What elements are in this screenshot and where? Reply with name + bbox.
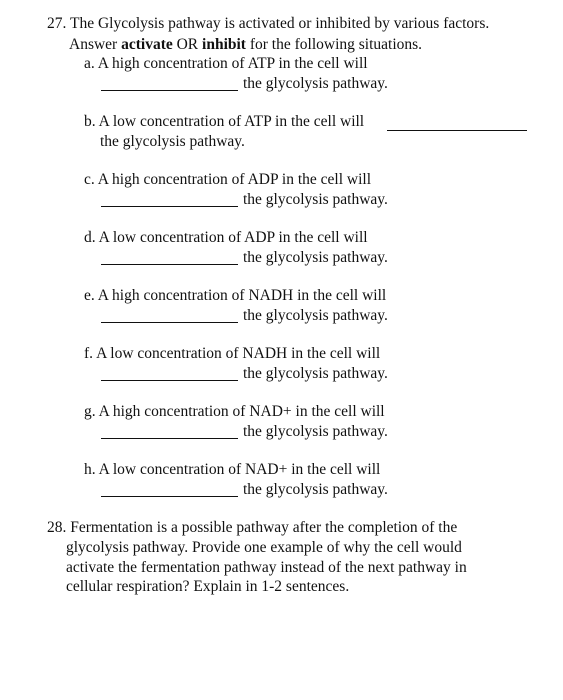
item-e-answer-blank[interactable] <box>101 322 238 323</box>
item-g-tail: the glycolysis pathway. <box>243 423 388 440</box>
item-f-answer-blank[interactable] <box>101 380 238 381</box>
item-c-tail: the glycolysis pathway. <box>243 191 388 208</box>
item-g-text: A high concentration of NAD+ in the cell will <box>98 403 385 420</box>
item-f-label: f. <box>84 345 94 362</box>
instruction-prefix: Answer <box>69 36 122 53</box>
item-g-answer-blank[interactable] <box>101 438 238 439</box>
item-c-text: A high concentration of ADP in the cell will <box>97 171 372 188</box>
question-27-number: 27. <box>47 15 67 32</box>
inhibit-keyword: inhibit <box>202 36 246 53</box>
item-e-text: A high concentration of NADH in the cell will <box>97 287 387 304</box>
item-c-prompt <box>84 171 371 189</box>
item-c-label: c. <box>84 171 95 188</box>
item-f-prompt <box>84 345 380 363</box>
question-28-line-4: cellular respiration? Explain in 1-2 sentences. <box>66 578 350 595</box>
question-28-line-1 <box>47 519 457 537</box>
item-f-text: A low concentration of NADH in the cell will <box>96 345 381 362</box>
item-e-tail: the glycolysis pathway. <box>243 307 388 324</box>
item-h-prompt <box>84 461 380 479</box>
item-h-tail: the glycolysis pathway. <box>243 481 388 498</box>
question-28-text-1: Fermentation is a possible pathway after the completion of the <box>70 519 458 536</box>
item-a-answer-blank[interactable] <box>101 90 238 91</box>
item-a-text: A high concentration of ATP in the cell will <box>97 55 368 72</box>
item-e-prompt <box>84 287 386 305</box>
item-b-text: A low concentration of ATP in the cell will <box>98 113 365 130</box>
item-h-text: A low concentration of NAD+ in the cell will <box>98 461 381 478</box>
item-a-label: a. <box>84 55 95 72</box>
item-f-tail: the glycolysis pathway. <box>243 365 388 382</box>
item-b-label: b. <box>84 113 96 130</box>
question-27-line-2 <box>69 36 422 54</box>
item-a-prompt <box>84 55 368 73</box>
item-c-answer-blank[interactable] <box>101 206 238 207</box>
item-h-label: h. <box>84 461 96 478</box>
item-b-tail: the glycolysis pathway. <box>100 133 245 150</box>
question-28-number: 28. <box>47 519 67 536</box>
question-27-line-1 <box>47 15 489 33</box>
item-d-prompt <box>84 229 368 247</box>
instruction-suffix: for the following situations. <box>245 36 423 53</box>
item-h-answer-blank[interactable] <box>101 496 238 497</box>
item-d-text: A low concentration of ADP in the cell will <box>98 229 368 246</box>
activate-keyword: activate <box>121 36 173 53</box>
item-d-answer-blank[interactable] <box>101 264 238 265</box>
item-d-tail: the glycolysis pathway. <box>243 249 388 266</box>
item-e-label: e. <box>84 287 95 304</box>
item-b-prompt <box>84 113 364 131</box>
item-b-answer-blank[interactable] <box>387 130 527 131</box>
item-g-prompt <box>84 403 385 421</box>
question-28-line-3: activate the fermentation pathway instead of the next pathway in <box>66 559 467 576</box>
item-a-tail: the glycolysis pathway. <box>243 75 388 92</box>
item-g-label: g. <box>84 403 96 420</box>
question-28-line-2: glycolysis pathway. Provide one example of why the cell would <box>66 539 462 556</box>
item-d-label: d. <box>84 229 96 246</box>
or-text: OR <box>172 36 203 53</box>
question-27-prompt: The Glycolysis pathway is activated or inhibited by various factors. <box>69 15 490 32</box>
